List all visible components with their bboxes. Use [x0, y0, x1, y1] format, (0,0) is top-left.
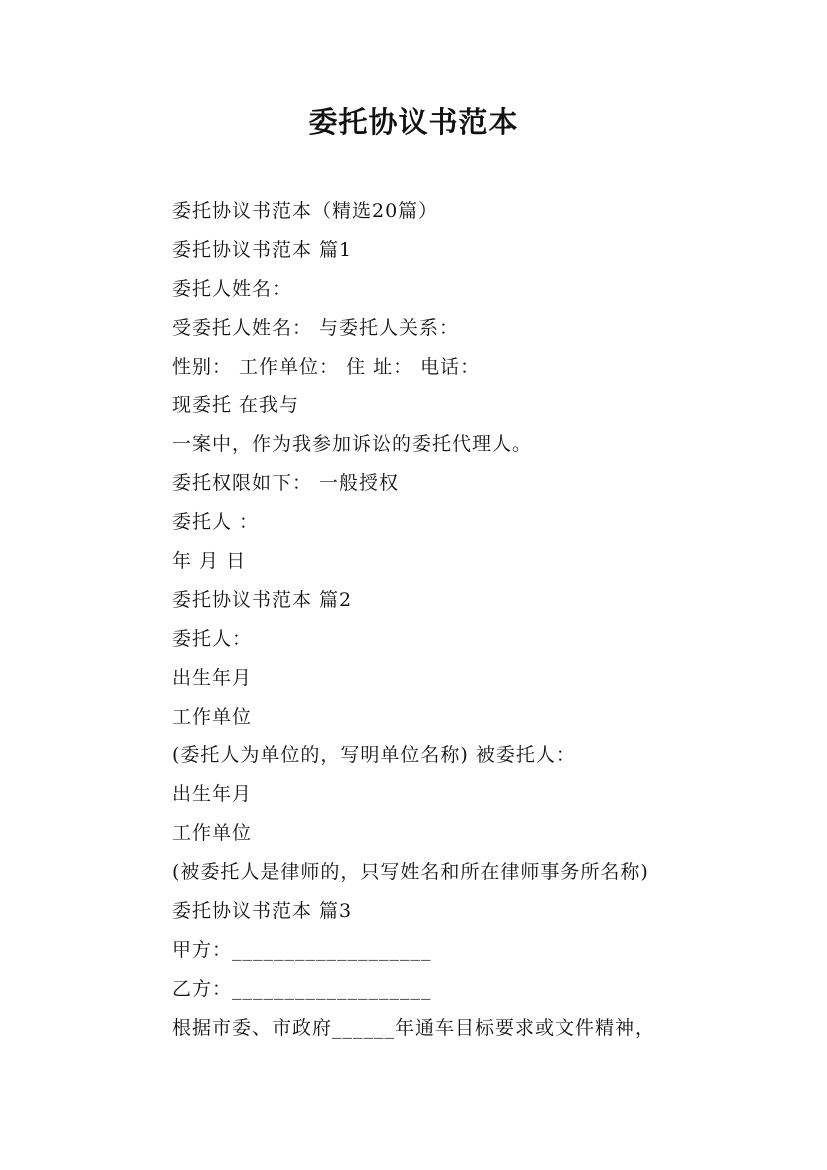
text-line: 乙方：___________________	[172, 977, 432, 1000]
text-line: 现委托 在我与	[172, 394, 300, 417]
text-line: 年 月 日	[172, 550, 247, 573]
text-line: 委托人 ：	[172, 511, 260, 534]
text-line: 工作单位	[172, 822, 253, 845]
text-line: 甲方：___________________	[172, 938, 432, 961]
text-line: (委托人为单位的，写明单位名称) 被委托人：	[172, 744, 576, 767]
text-line: 委托协议书范本 篇2	[172, 588, 353, 611]
text-line: 一案中，作为我参加诉讼的委托代理人。	[172, 433, 533, 456]
text-line: 出生年月	[172, 783, 253, 806]
text-line: 委托协议书范本 篇3	[172, 900, 353, 923]
text-line: 受委托人姓名： 与委托人关系：	[172, 316, 460, 339]
text-line: 委托权限如下： 一般授权	[172, 472, 400, 495]
text-line: 委托人姓名：	[172, 277, 293, 300]
text-line: 工作单位	[172, 705, 253, 728]
text-line: 委托协议书范本（精选20篇）	[172, 200, 439, 222]
text-line: (被委托人是律师的，只写姓名和所在律师事务所名称)	[172, 861, 649, 884]
text-line: 性别： 工作单位： 住 址： 电话：	[172, 355, 481, 378]
text-line: 出生年月	[172, 666, 253, 689]
text-line: 委托协议书范本 篇1	[172, 238, 353, 261]
text-line: 委托人：	[172, 627, 253, 650]
document-body	[172, 196, 772, 1052]
text-line: 根据市委、市政府______年通车目标要求或文件精神，	[172, 1016, 656, 1039]
document-title: 委托协议书范本	[308, 105, 519, 139]
